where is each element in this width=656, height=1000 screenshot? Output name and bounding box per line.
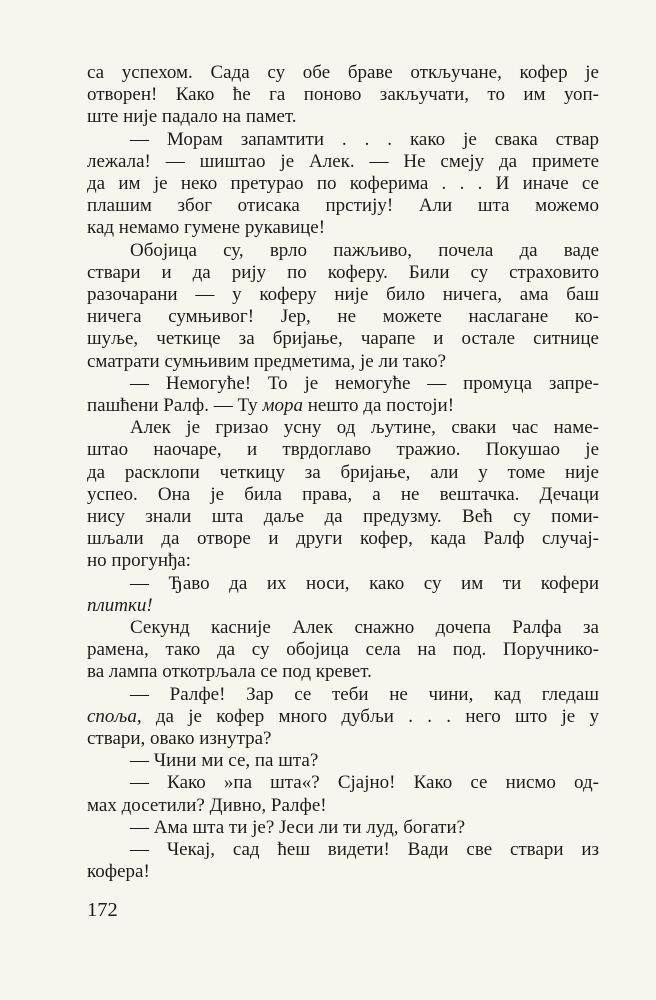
text-line: — Ама шта ти је? Јеси ли ти луд, богати? [130,816,466,838]
text-line: пашћени Ралф. — Ту мора нешто да постоји! [87,395,455,416]
text-line: са успехом. Сада су обе браве откључане, кофер је [87,62,599,83]
text-line: кофера! [87,861,150,883]
text-line: Обојица су, врло пажљиво, почела да ваде [130,239,599,261]
text-line: но прогунђа: [87,550,191,572]
text-line: да им је неко претурао по коферима . . . И иначе се [87,173,599,194]
page-number: 172 [87,899,118,921]
text-line: да расклопи четкицу за бријање, али у томе није [87,461,599,483]
text-line: ва лампа откотрљала се под кревет. [87,661,372,683]
text-line [87,595,599,617]
italic-word: плитки! [87,594,153,616]
text-line: штао наочаре, и тврдоглаво тражио. Покушао је [87,439,599,461]
text-line: рамена, тако да су обојица села на под. Поручнико- [87,639,599,661]
text-line: лежала! — шиштао је Алек. — Не смеју да примете [87,150,599,172]
italic-word: споља, [87,705,142,727]
text-line: ничега сумњивог! Јер, не можете наслагане ко- [87,306,599,328]
text-line: — Морам запамтити . . . како је свака ствар [130,128,599,150]
text-line: сматрати сумњивим предметима, је ли тако? [87,350,447,372]
text-line: — Немогуће! То је немогуће — промуца запре- [130,372,599,394]
text-line: ште није падало на памет. [87,106,297,128]
text-line: нису знали шта даље да предузму. Већ су поми- [87,506,599,527]
text-line: Алек је гризао усну од љутине, сваки час наме- [130,417,599,439]
italic-word: мора [262,395,304,416]
text-line: — Како »па шта«? Сјајно! Како се нисмо од- [130,772,599,794]
text-line: кад немамо гумене рукавице! [87,217,326,239]
text-line: плашим због отисака прстију! Али шта можемо [87,195,599,217]
text-line: шљали да отворе и други кофер, када Ралф случај- [87,528,599,550]
text-line: шуље, четкице за бријање, чарапе и остале ситнице [87,328,599,350]
text-line: ствари, овако изнутра? [87,728,272,749]
text-line: — Ралфе! Зар се теби не чини, кад гледаш [130,683,599,705]
text-line: ствари и да рију по коферу. Били су страховито [87,261,599,283]
text-line: разочарани — у коферу није било ничега, ама баш [87,284,599,305]
text-line: — Ђаво да их носи, како су им ти кофери [130,572,599,594]
text-line: мах досетили? Дивно, Ралфе! [87,794,327,816]
text-line: — Чини ми се, па шта? [130,750,319,772]
text-line: — Чекај, сад ћеш видети! Вади све ствари из [130,839,599,860]
text-line: Секунд касније Алек снажно дочепа Ралфа за [130,617,599,638]
text-line: споља, да је кофер много дубљи . . . него што је у [87,705,599,727]
text-line: отворен! Како ће га поново закључати, то им уоп- [87,84,599,106]
text-line: успео. Она је била права, а не вештачка. Дечаци [87,483,599,505]
